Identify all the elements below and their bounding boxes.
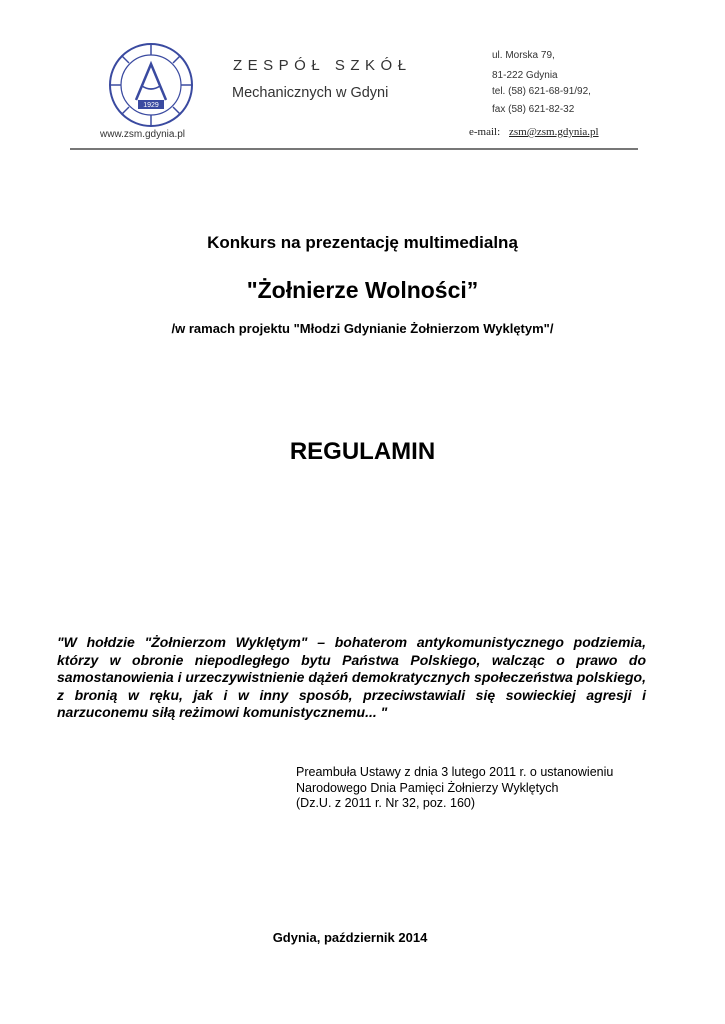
preamble-quote: "W hołdzie "Żołnierzom Wyklętym" – bohaterom antykomunistycznego podziemia, którzy w obronie niepodległego bytu Państwa Polskiego, walcząc o prawo do samostanowienia i urzeczywistnienie dążeń demokratycznych społeczeństwa polskiego, z bronią w ręku, jak i w inny sposób, przeciwstawiali się sowieckiej agresji i narzuconemu siłą reżimowi komunistycznemu... " (57, 634, 646, 720)
school-name: ZESPÓŁ SZKÓŁ (233, 57, 412, 74)
address-city: 81-222 Gdynia (492, 70, 558, 81)
email-label: e-mail: (469, 126, 501, 138)
place-and-date: Gdynia, październik 2014 (272, 930, 428, 945)
school-website[interactable]: www.zsm.gdynia.pl (100, 129, 186, 140)
header-divider (70, 148, 638, 150)
quote-citation (296, 765, 613, 812)
address-fax: fax (58) 621-82-32 (492, 104, 575, 115)
school-logo (108, 42, 194, 128)
citation-line: Preambuła Ustawy z dnia 3 lutego 2011 r. o ustanowieniu (296, 765, 614, 779)
project-line: /w ramach projektu "Młodzi Gdynianie Żołnierzom Wyklętym"/ (171, 321, 554, 336)
contest-title: "Żołnierze Wolności” (246, 277, 479, 303)
logo-year: 1929 (143, 102, 159, 109)
citation-line: Narodowego Dnia Pamięci Żołnierzy Wyklętych (296, 780, 559, 795)
email-link[interactable]: zsm@zsm.gdynia.pl (509, 126, 599, 138)
address-phone: tel. (58) 621-68-91/92, (492, 86, 591, 97)
address-street: ul. Morska 79, (492, 50, 555, 61)
document-heading: REGULAMIN (289, 438, 436, 465)
citation-line: (Dz.U. z 2011 r. Nr 32, poz. 160) (296, 796, 476, 810)
school-subtitle: Mechanicznych w Gdyni (232, 85, 389, 101)
contest-line: Konkurs na prezentację multimedialną (207, 233, 518, 252)
